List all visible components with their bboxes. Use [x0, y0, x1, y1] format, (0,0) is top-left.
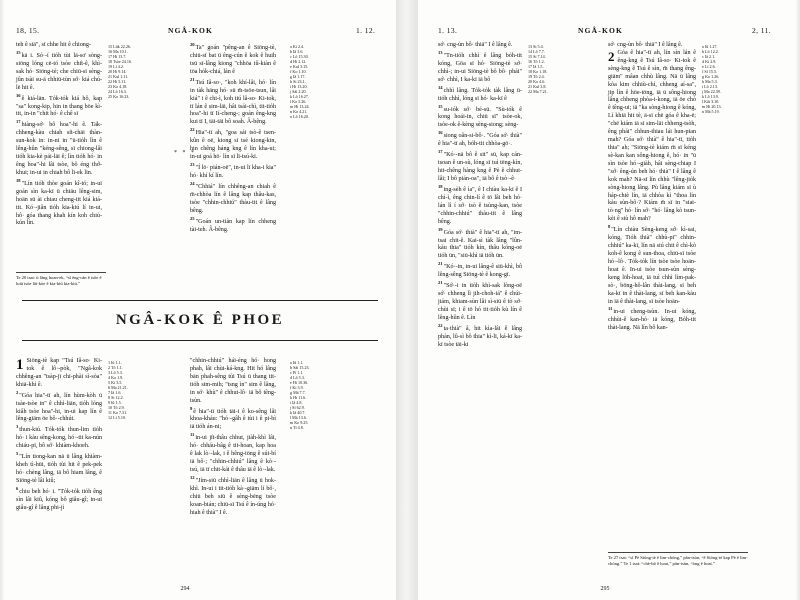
verso-chapter1-column-1: 1 Siōng-tè kap "Tsú Iâ-so· Ki-tok ê lô·-pòk, "Ngâ-kok chhêng-an "tsàp-jī chi-phài sì-sòa" khiā-khí ê. $^2$"Góa hia"-tī ah, lín hùm-kòh ū tsàe-tsòe in" ê chhì-liān, tiỏh lóng kiâh tsòe hoa"-hi, in-ui kap lín ê lêng-giām ōe bô·-chhút. $^3$thun-kiú. Tỏk-tỏk thun-lim tiỏh hó· i kàu sêng-kong, hó·-tit ka-nún chiáu-pī, bô sớ· khiàm-khoeh. $^5$"Lín tiong-kan nā ū lâng khiàm-kheh tì-hūi, tiỏh tùi hit ê pek-pek hó· chèng lâng, iā bô hiam lâng, ê Siōng-tè lâi kiû; $^6$chiu beh hó· i. "Tỏk-tỏk tiỏh êng sìn lâi kiû, kóng bô giâu-gî; in-ui giâu-gî ê lâng phi-jì: [16, 357, 102, 511]
page-edge-right: [795, 0, 800, 600]
book-gutter: [396, 0, 418, 600]
running-head-left-verso: 18, 15.: [16, 26, 40, 35]
chapter-number-2: 2: [608, 48, 615, 64]
recto-column-2: sớ· cng-ùn bô· thiā" I ê lâng ê. 2 Góa ê hia"-tī ah, lín sìn lán ê êng-kng ê Tsú Iâ-so· Ki-tok ê sèng-kng ê Tsú ê sìn, m̄ thang êng-giām" mâan chhù lâng. Nā ū lâng kòa kim chhiù-chí, chheng aí-sa", jip lín ê hōe-tōng, iā ū sông-hiong lâng chheng phòa-i-kong, iā ōe chò ê têng-ui; iā "ka sòng-hiong ê kóng, Lí khiā hit tè, ā-sī chē góa ê kha-ē; "chē kiám iā sī sim-lāi chheng-tsòh, êng phái" chhun-thiau lái hun-pian mah? Góa sớ· thià" ê hia"-tī, tiỏh thia" ah; "Siōng-tè kiám m̄ sī kéng sè-kan kan sông-hiong ê, hó· in "ū sìn tsòe hó·-giàh, hâi sèng-chiap I "sớ· êng-ún beh hó· thià" I ê lâng ê kok mah? Nā-sī lín chhù "lêng-jiók sòng-hiong lâng. Pù lâng kiám sī ù háp-chiè lín, iā chhòa kì "thoa lín kàu sùn-bô·? Kiám m̄ sī in "siat-tò·ng" hó· lín sớ· "hó· lâng kò tsun-kèi ê siù hô mah? $^8$"Lín chiàu Sèng-keng sớ· kì-sai, kóng, Tiỏh thià" chhù-pi" chhin-chhiú" ka-kī, lín nā siú chit ê chì-kò koh-ê kong ê sun-thoa, chiū-sī tsòe hó·-lô·. Tỏk-tỏk lín tsòe tsòe hoān-hoat ê. In-ui tsòe tsun-sùn sèng-keng lōh-hoat, iā tuì chhì lím-pak-sò·, bōng-hô-lân thàt-lang, sī beh ka-kī in ê thàt-lang, sī beh kan-kàu in iā ê thàt-lang, sī tsòe hoān- $^{11}$in-ui cheng-tsùn. In-ui kóng, chhùi-ê kan-hó· iā kóng, Bóh-tit thàt-lang. Nā lín bô kan-: [608, 42, 696, 332]
recto-column-1: sớ· cng-ùn bô· thiā" I ê lâng ê. $^{13}$"Tn-tiỏh chhì ê lâng bóh-tit kóng, Gōa sī hó· Siōng-tè sớ· chhì-; in-ui Siōng-tè bô bô· phái" sớ· chhì, I ka-kī iā bô $^{14}$chhì lâng. Tỏk-tỏk tàk lâng ū-tiỏh chhì, lóng sī hó· ka-kī ê $^{15}$su-iók sớ· bé-sū. "Sù-iók ê kong hoái-in, chiū sī" tsòe-ok, tsòe-ok ê-kèng sèng-siong; sèng- $^{16}$siong oân-si-bô·. "Góa sớ· thià" ê hia"-tī ah, bóh-tit chhòa-gō·. $^{17}$"Kó·-nā bô ê sit" sū, kap cán-tsoan ê un-sù, lóng sī tuì tēng-kìn, hit-chêng hàng kng ê Pè ê chhut-lâi; I bô pián-oa", iā bô ê tsò·-ê· $^{18}$tng-sèh ê ìa", ê I chiàu ka-kī ê I chí-ì, êng chin-lí ê tō lâi beh hó· lán lì í sớ· tsò ê tsùng-kan, tsòe "chhin-chhiú" thàu-tit ê lâng bêng. $^{19}$Góa sớ· thià" ê hia"-tī ah, "im-tsai chit-ê. Kai-sì tàk lâng "lûn-kàu thia" tiỏh kín, thâu kóng-oē tiỏh ūn, "siū-khì iā tiỏh ūn. $^{21}$"Kó·-in, in-ui lâng-ê siū-khì, bô lêng-sêng Siōng-tè ê kong-gī. $^{21}$"Sớ·-i in tiỏh khì-sak lòng-oē sớ· chheng lì jih-choh-iá" ê chúi-jiám, khiam-sùn lâi sì-siū ê tò sớ· chùi sī; i ê tō hó tit·tiỏh kù lín ê lêng-hûn ê. Lìn $^{22}$ta·thià" â, hit kìa-lâi ê lâng phàn, lû-sì bô thia" kì-lī, ká-kī ka-kī tsòe tāi-ki: [438, 42, 522, 348]
recto-reference-column-1: 13 Si 5.4. 14 Lô 7.7. 15 Si 7.14. 16 Tô 1.2. 17 Iâ 1.5. 18 Ko 1.18. 19 Tô 2.4. 20 Ko 4.6. 21 Kul 3.8. 22 Ma 7.21.: [528, 44, 548, 94]
recto-footnote: Te 27 tsat: “sī Pè Siōng-tè ê lim-chòng,” pān-tsùn, “ê Siōng-tè kap Pè ê lim-chòng.” Te 1 tsat: “chè-bô ê hoat,” pān-tsùn, “òng ê hoat.”: [608, 552, 748, 566]
title-rule-top: [22, 300, 378, 301]
verso-chapter1-column-2: "chhin-chhiú" hái-éng hó· hong phah, lâi chùi-ká-kng. Hit hó lâng bān phah-sêng tùi Tsú ū thang tit-tiỏh sim-mih; "tsng ìn" sim ê lâng, in sớ· khù" ê chhut-lô· iā bô têng-tsùn. $^9$ê hia"-tī tiỏh tāi-i ê ko-sêng lâi khoa-kháu: "hó·-gâh ê tùi i ê pi-bì iā tiỏh án-ni; $^{11}$in-ui ji̍t-thâu chhut, jiàh-khì lâi, hó· chháu-bâg ê tit-hoan, kap hoa ê lak lò·-lak, i ê hêng-iōng ê súi-bí iā bô·; "chhin-chhiú" lâng ê kò·-tsú, iā tī chit-kái ê thâu iā ê lò·-lak. $^{12}$"Jím-siū chhì-liān ê lâng ū hok-khì. In-ui i tit-tiỏh kà·-giām lí bô·, chiū beh siū ê sèng-bēng tsòe koan-bián; chiū-sī Tsú ê ín-úng hó· hiah ê thià" I ê.: [190, 358, 276, 516]
recto-page-number: 295: [600, 586, 610, 592]
verso-column-1: teh ê siā", sī chhe hit ê chiong- $^{15}$kā i. Só·-í tiỏh tùi lā-sơ sòng-siōng lóng cē-tó tsòe chi̍t-ê, khì-sak hó· Siōng-tè; che chiū-sī sèng-jûn tsài su-ā chhiū-tùn sớ· kiá chú-lē hit ê. $^{16}$ê kiá-lān. Tỏk-tỏk kiá hô, kap "sa" kong-kip, hin in thang bōe kì-tit, in-in "chit hó· ê chê sī $^{17}$hiàng-sớ· bô hoa"-hi ê. Ta̍k-chheng-kàu chiah si̍t-chāi thàn-sun-kok in: in-ni in "ū-tiỏh lìn ê lêng-hûn "kéng-sêng, sī chiong-lâi tiỏh kia-kè pái-lāi ê; lìn tiỏh hó· in êng hoa"-hi lâi tsòe, bô éng thớ-khui; in-ui in chiah bô lī-ek lin. $^{18}$"Lín tiỏh thòe goán kî-tó; in-ui goán sìn ka-kī ū chiāu lêng-sim, hoān sū ài chiau cheng-tit kiá kiá-tit. Kó·-jiân tiỏh kia-kiú lí in-ui, hô· góa thang khah kín koh chiú-kún lín.: [16, 42, 102, 227]
section-ornament: * * *: [174, 150, 196, 156]
verso-chapter1-reference-column-1: 1 Iù 1.1. 2 Tô 1.1. 3 Lō 5.3. 4 Ko 1.9. 5 Ki 3.5. 6 Ma 21.21. 7 Iâ 1.6. 8 Si 12.2. 9 Iû 1.5. 10 Tô 2.9. 11 Ko 7.31. 12 Lí 5.10.: [108, 360, 128, 420]
verso-chapter1-reference-column-2: a Iû 1.1. b Sāi 15.23. c Pí 1.1. d Lô 5.3. e Hi 10.36. f Ki 3.9. g Má 7.7. h Hi 11.6. i Iâ 4.8. j Sí 62.9. k Iâ 40.7. l Má 13.6. m Ko 9.25. n Tí 4.8.: [290, 360, 310, 430]
verso-reference-column-2: a Ki 2.4. b Iâ 3.6. c Lô 15.30. d Hi 2.12. e Kul 3.15. f Ko 1.10. g Iâ 1.17. h Si 23.1. i Hi 13.20. j Sāi 2.20. k Lô 16.27. l Ko 5.26. m Hi 13.24. n Ko 4.21. o Lô 16.20.: [290, 44, 310, 119]
title-rule-bottom: [22, 340, 378, 341]
running-head-center-verso: NGÂ-KOK: [168, 26, 214, 35]
verso-column-2: $^{20}$Ta" goán "pêng-an ê Siōng-tè, chiū-sī bat ū êng-cún ê kok ê huih tsū sī-lâng kiong "chhōa iû-kiàn ê tōa hỏk-chiá, lán ê $^{21}$Tsú Iâ-so·, "koh khí-lâi, hó· lín in tàk hāng hó· sū m̄-tsōe-tsun, lâi kiá" i ê chi-ì, koh tiú lâ-so· Ki-tok, tī lán ê sim-lāi, hâi tsái-chì, tit-tiỏh hoa"-hi tī Ií-cheng-; goán êng-kng kui tī I, tāi-tāi bô soah. Â-bêng. $^{22}$Hia"-tī ah, "goa sái tsò-ê tsen-kûn ê oē, kiong si tsé kiong-kin, hin chêng háng kng ê lín kha-ui; in-ui goá hō· lín sī lī-tsú-kī. $^{23}$"Í lō· pián-oē", in-ui lī kha-i kia" hó· khí kí lín. $^{24}$"Chhiá" lín chhêng-an chiah ê m̄-chhòa lín ê lâng kap thâu-kas, tsòe "chhin-chhiú" thàu-tit ê lâng bêng. $^{25}$"Goán un-tiàn kap lín chheng tài-teh. Â-bêng.: [190, 42, 276, 233]
running-head-right-verso: 1. 12.: [356, 26, 376, 35]
verso-footnote-top: Te 20 tsat: ū lâng hoan-ek, “sī ēng-cán ê tsōe ê luiā tsòe lāi-kòe ê kia-kiú kia-kiú.”: [16, 272, 106, 286]
verso-page-number: 294: [180, 586, 190, 592]
running-head-center-recto: NGÂ-KOK: [578, 26, 624, 35]
verso-reference-column-1: 15 Lūk 22.26. 16 Ma 10.1. 17 Hi 13.7. 18 Tsòe 24.16. 19 Lí 4.2. 20 Hi 9.14. 21 Kul 1.11. 22 Hi 5.11. 23 Ko 4.18. 24 Lô 16.3. 25 Ko 16.23.: [108, 44, 132, 99]
recto-reference-column-2: a Iû 1.27. b Lô 12.2. c Iâ 2.1. d Ki 2.9. e Lí 2.6. f Sí 15.5. g Ko 1.26. h Ma 5.3. i Lô 2.13. j Ma 22.39. k Lô 13.9. l Kâi 3.10. m Hi 20.13. n Má 5.19.: [702, 44, 722, 114]
running-head-left-recto: 1. 13.: [438, 26, 458, 35]
running-head-right-recto: 2, 11.: [752, 26, 771, 35]
book-title: NGÂ-KOK Ê PHOE: [115, 312, 285, 328]
chapter-number-1: 1: [16, 357, 24, 373]
page-edge-left: [0, 0, 5, 600]
